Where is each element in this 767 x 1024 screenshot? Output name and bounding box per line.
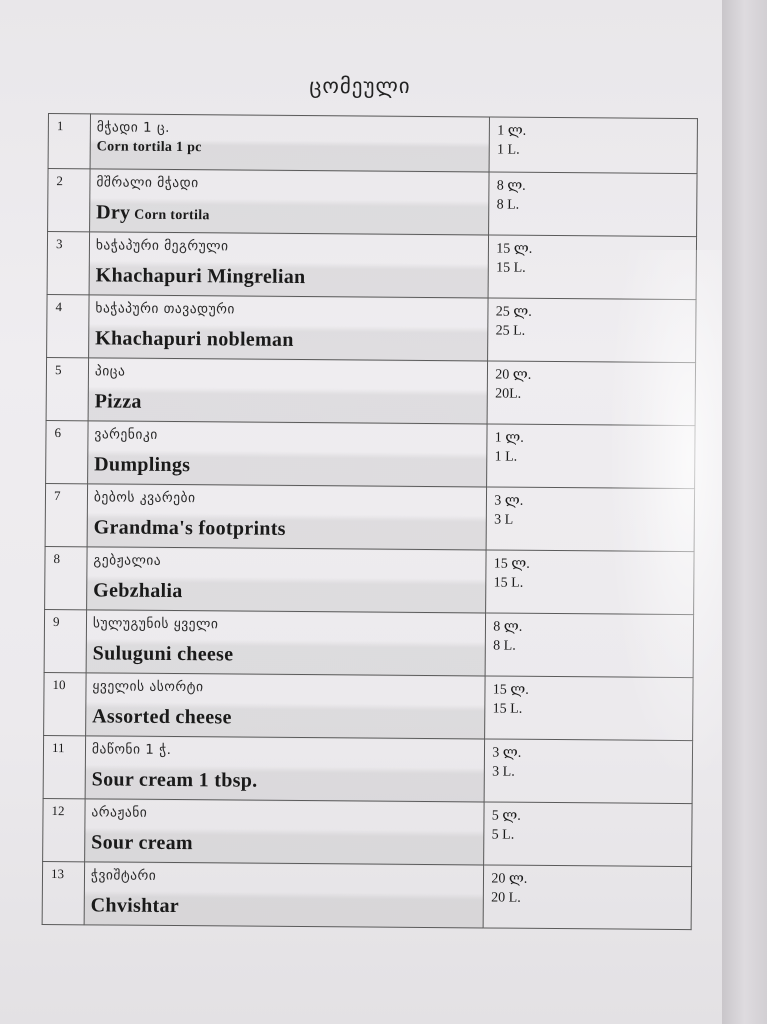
item-price-cell (487, 361, 695, 426)
menu-table (42, 113, 698, 930)
item-name-cell (89, 295, 489, 361)
item-number: 8 (45, 546, 87, 609)
table-row (45, 546, 694, 614)
item-price-cell (484, 739, 692, 804)
item-name-georgian: ვარენიკი (94, 426, 158, 443)
item-name-english: Khachapuri Mingrelian (95, 264, 306, 289)
item-name-cell (86, 610, 486, 676)
page-title: ცომეული (309, 74, 411, 98)
table-row (46, 357, 695, 425)
price-english: 15 L. (493, 575, 524, 591)
price-georgian: 25 ლ. (495, 304, 532, 320)
price-georgian: 15 ლ. (496, 241, 533, 257)
item-name-cell (90, 114, 490, 172)
price-georgian: 20 ლ. (495, 367, 532, 383)
item-price-cell (483, 865, 691, 930)
table-row (44, 609, 693, 677)
price-georgian: 20 ლ. (491, 871, 528, 887)
price-georgian: 8 ლ. (496, 178, 526, 194)
table-row (48, 169, 697, 237)
table-row (43, 735, 692, 803)
price-georgian: 8 ლ. (493, 619, 523, 635)
price-georgian: 1 ლ. (494, 430, 524, 446)
item-name-english: Pizza (94, 390, 142, 413)
item-name-georgian: გებჟალია (93, 552, 162, 569)
item-name-english (96, 199, 489, 231)
item-price-cell (488, 235, 696, 300)
item-name-english: Gebzhalia (93, 579, 183, 603)
item-price-cell (485, 613, 693, 678)
item-price-cell (489, 117, 697, 174)
item-name-georgian: მაწონი 1 ჭ. (91, 741, 172, 758)
price-english: 15 L. (496, 260, 526, 276)
price-english: 5 L. (491, 827, 515, 843)
item-name-cell (84, 862, 484, 928)
table-row (47, 232, 696, 300)
item-name-english: Dumplings (94, 453, 191, 477)
item-name-georgian: ხაჭაპური მეგრული (95, 237, 229, 255)
item-name-cell (90, 169, 490, 235)
item-price-cell (487, 424, 695, 489)
item-number: 13 (42, 861, 84, 924)
item-name-english: Chvishtar (90, 894, 180, 918)
price-english: 3 L. (492, 764, 515, 780)
item-name-georgian: ბებოს კვარები (93, 489, 196, 507)
item-number: 9 (44, 609, 86, 672)
item-number: 12 (43, 798, 85, 861)
item-price-cell (484, 802, 692, 867)
item-name-english-lead: Dry (96, 201, 131, 224)
table-row (47, 294, 696, 362)
item-name-cell (87, 547, 487, 613)
item-name-english: Suluguni cheese (92, 642, 234, 666)
table-row (43, 798, 692, 866)
item-number: 6 (46, 420, 88, 483)
item-name-georgian: სულუგუნის ყველი (92, 615, 219, 633)
table-row (44, 672, 693, 740)
item-name-english: Assorted cheese (92, 705, 232, 729)
item-name-cell (89, 232, 489, 298)
item-number: 11 (43, 735, 85, 798)
price-english: 20 L. (491, 890, 521, 906)
table-row (42, 861, 691, 929)
item-name-cell (88, 421, 488, 487)
item-number: 1 (48, 114, 90, 169)
table-row (48, 114, 697, 174)
price-english: 8 L. (496, 197, 520, 213)
item-name-cell (85, 736, 485, 802)
item-name-english: Sour cream 1 tbsp. (91, 768, 258, 792)
price-english: 1 L. (497, 142, 520, 158)
price-georgian: 3 ლ. (494, 493, 524, 509)
item-number: 4 (47, 294, 89, 357)
item-price-cell (486, 487, 694, 552)
price-english: 25 L. (495, 323, 526, 339)
item-name-english: Khachapuri nobleman (95, 327, 294, 351)
item-name-cell (87, 484, 487, 550)
price-georgian: 15 ლ. (492, 682, 529, 698)
item-price-cell (486, 550, 694, 615)
item-name-english: Sour cream (91, 831, 194, 855)
item-name-georgian: მჭადი 1 ც. (96, 119, 171, 136)
item-number: 10 (44, 672, 86, 735)
item-name-georgian: არაჟანი (91, 804, 148, 821)
item-number: 2 (48, 169, 90, 232)
price-english: 20L. (495, 386, 522, 402)
item-name-georgian: ხაჭაპური თავადური (95, 300, 235, 318)
item-name-english: Corn tortila 1 pc (96, 139, 202, 156)
table-row (46, 420, 695, 488)
item-price-cell (489, 172, 697, 237)
item-name-english: Grandma's footprints (93, 516, 286, 540)
item-name-georgian: პიცა (94, 363, 126, 380)
item-name-english-rest: Corn tortila (130, 207, 210, 224)
price-english: 3 L (494, 512, 514, 528)
table-row (45, 483, 694, 551)
price-georgian: 5 ლ. (491, 808, 521, 824)
item-number: 7 (45, 483, 87, 546)
item-number: 5 (46, 357, 88, 420)
price-english: 8 L. (493, 638, 516, 654)
item-name-cell (85, 799, 485, 865)
price-georgian: 1 ლ. (497, 123, 527, 139)
page-edge (722, 0, 767, 1024)
item-name-georgian: მშრალი მჭადი (96, 174, 199, 192)
item-name-georgian: ყველის ასორტი (92, 678, 204, 696)
item-name-cell (86, 673, 486, 739)
price-georgian: 3 ლ. (492, 745, 522, 761)
price-english: 15 L. (492, 701, 523, 717)
item-name-cell (88, 358, 488, 424)
item-name-georgian: ჭვიშტარი (90, 867, 157, 884)
price-english: 1 L. (494, 449, 518, 465)
item-price-cell (485, 676, 693, 741)
item-number: 3 (47, 232, 89, 295)
item-price-cell (488, 298, 696, 363)
price-georgian: 15 ლ. (493, 556, 530, 572)
